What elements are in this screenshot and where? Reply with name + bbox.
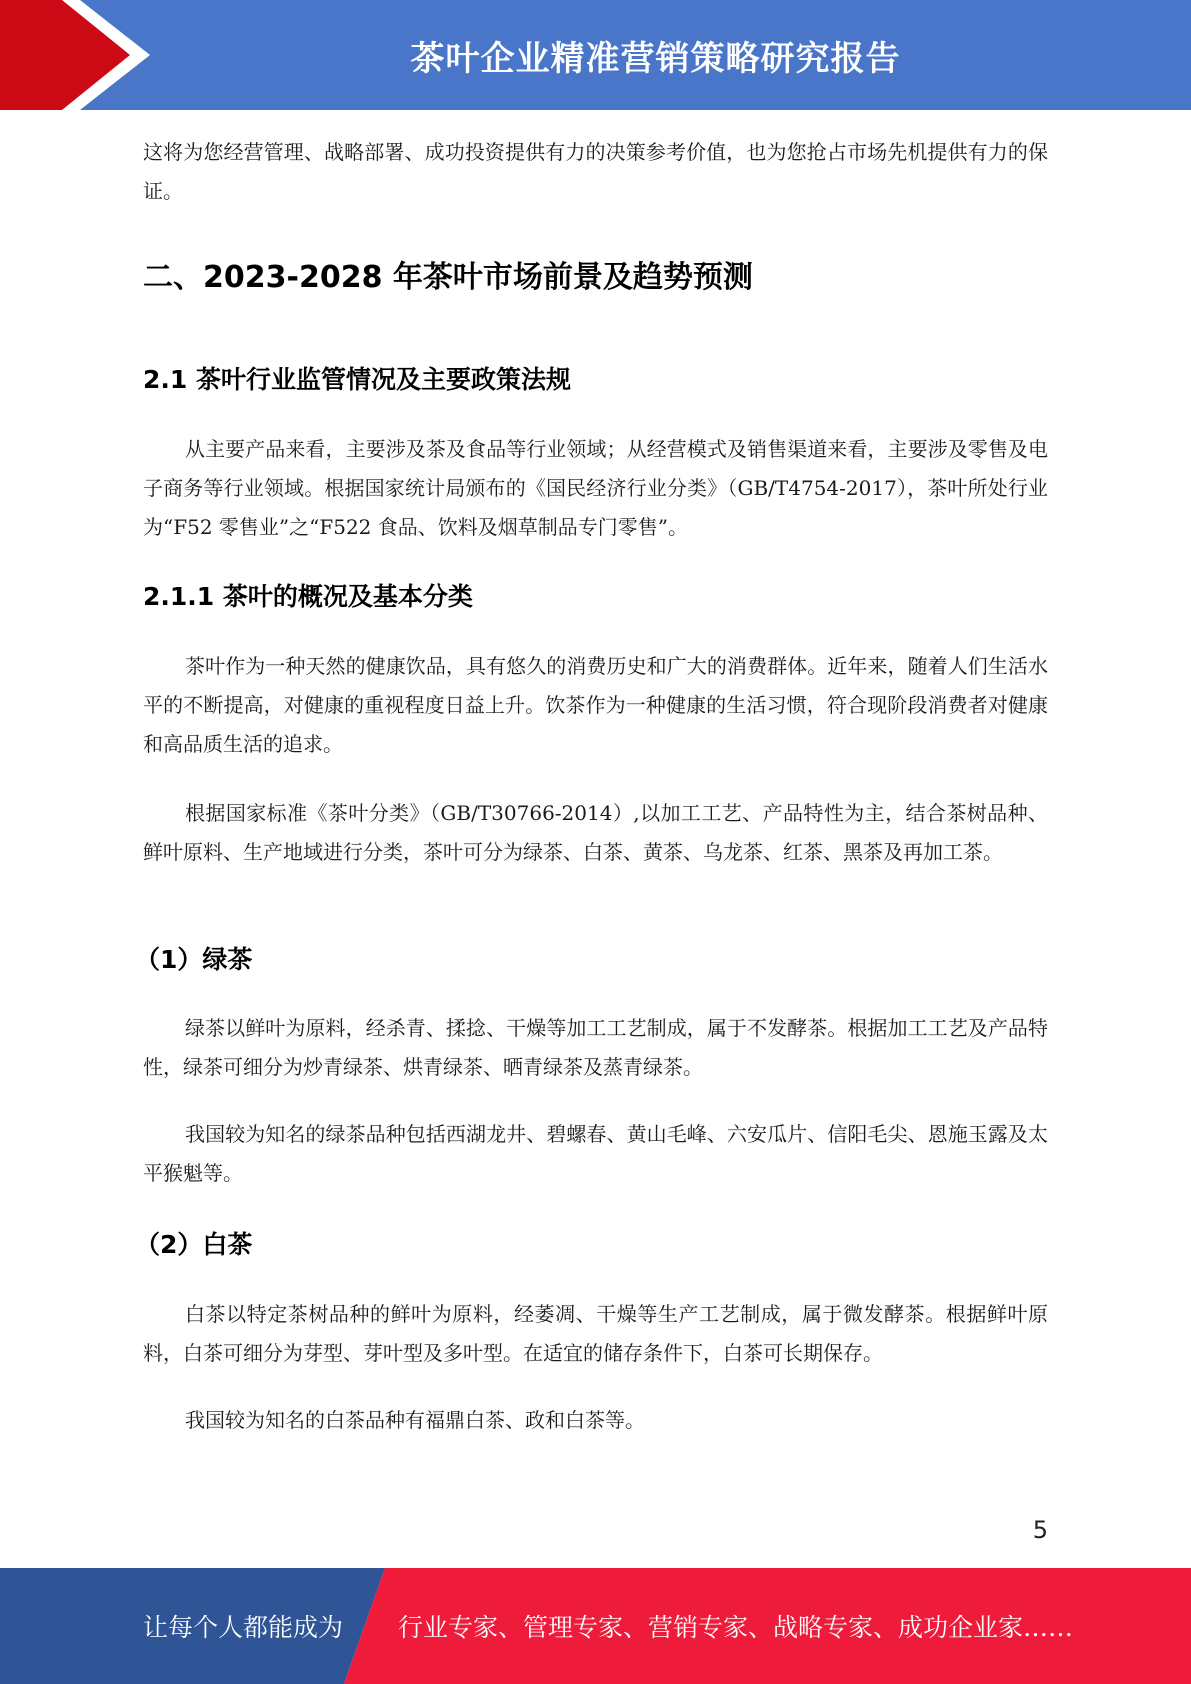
page-header	[0, 0, 1191, 110]
green-tea-title: （1）绿茶	[135, 945, 253, 974]
report-title: 茶叶企业精准营销策略研究报告	[410, 38, 901, 79]
green-tea-paragraph-2: 我国较为知名的绿茶品种包括西湖龙井、碧螺春、黄山毛峰、六安瓜片、信阳毛尖、恩施玉露及太平猴魁等。	[143, 1122, 1048, 1185]
subsection-2-1-1-title: 2.1.1 茶叶的概况及基本分类	[143, 582, 473, 611]
overview-paragraph: 茶叶作为一种天然的健康饮品，具有悠久的消费历史和广大的消费群体。近年来，随着人们生活水平的不断提高，对健康的重视程度日益上升。饮茶作为一种健康的生活习惯，符合现阶段消费者对健康和高品质生活的追求。	[143, 654, 1048, 756]
white-tea-title: （2）白茶	[135, 1230, 253, 1259]
classification-paragraph: 根据国家标准《茶叶分类》（GB/T30766-2014）,以加工工艺、产品特性为主，结合茶树品种、鲜叶原料、生产地域进行分类，茶叶可分为绿茶、白茶、黄茶、乌龙茶、红茶、黑茶及再加工茶。	[143, 801, 1048, 864]
footer-slogan-right: 行业专家、管理专家、营销专家、战略专家、成功企业家……	[398, 1613, 1074, 1642]
section-title: 二、2023-2028 年茶叶市场前景及趋势预测	[143, 260, 753, 295]
page-footer	[0, 1568, 1191, 1684]
green-tea-paragraph-1: 绿茶以鲜叶为原料，经杀青、揉捻、干燥等加工工艺制成，属于不发酵茶。根据加工工艺及产品特性，绿茶可细分为炒青绿茶、烘青绿茶、晒青绿茶及蒸青绿茶。	[143, 1016, 1048, 1079]
white-tea-paragraph-2: 我国较为知名的白茶品种有福鼎白茶、政和白茶等。	[185, 1408, 645, 1432]
subsection-2-1-title: 2.1 茶叶行业监管情况及主要政策法规	[143, 365, 571, 394]
subsection-2-1-paragraph: 从主要产品来看，主要涉及茶及食品等行业领域；从经营模式及销售渠道来看，主要涉及零售及电子商务等行业领域。根据国家统计局颁布的《国民经济行业分类》（GB/T4754-2017），茶叶所处行业为“F52 零售业”之“F522 食品、饮料及烟草制品专门零售”。	[143, 437, 1048, 539]
page-number: 5	[1032, 1516, 1048, 1544]
white-tea-paragraph-1: 白茶以特定茶树品种的鲜叶为原料，经萎凋、干燥等生产工艺制成，属于微发酵茶。根据鲜叶原料，白茶可细分为芽型、芽叶型及多叶型。在适宜的储存条件下，白茶可长期保存。	[143, 1302, 1048, 1365]
footer-slogan-left: 让每个人都能成为	[143, 1613, 344, 1642]
intro-paragraph: 这将为您经营管理、战略部署、成功投资提供有力的决策参考价值，也为您抢占市场先机提供有力的保证。	[143, 140, 1048, 203]
